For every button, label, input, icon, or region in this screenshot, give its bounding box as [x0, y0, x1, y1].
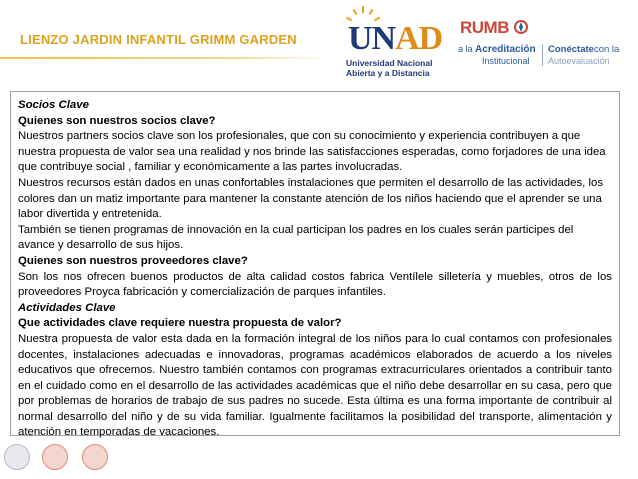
paragraph-actividades: Nuestra propuesta de valor esta dada en la formación integral de los niños para lo cual contamos con profesionales docentes, instalaciones adecuadas e innovadoras, programas académicos elaborados de acuerdo a los niveles educativos que ofrecemos. Nuestro también contamos con programas extracurriculares orientados a contribuir tanto en el cuidado como en el desarrollo de las actividades académicas que el niño debe desarrollar en su casa, pero que por problemas de horarios de trabajo de sus padres no sucede. Esta última es una forma importante de contribuir al normal desarrollo del niño y de su vida familiar. Igualmente facilitamos la posibilidad del transporte, alimentación y atención en temporadas de vacaciones. — [18, 332, 612, 439]
footer-logos — [2, 440, 122, 476]
certification-seal-icon — [4, 444, 30, 470]
iso-seal-icon-2 — [82, 444, 108, 470]
slide-title: LIENZO JARDIN INFANTIL GRIMM GARDEN — [20, 32, 297, 47]
unad-letters-ad: AD — [395, 20, 443, 57]
unad-wordmark — [348, 20, 442, 58]
unad-letters-un: UN — [348, 20, 396, 57]
autoevaluacion-line: Autoevaluación — [548, 56, 610, 66]
conectate-light: con la — [593, 44, 620, 55]
paragraph-recursos: Nuestros recursos están dados en unas confortables instalaciones que permiten el desarrollo de las actividades, los colores dan un matiz importante para mantener la constante atención de los niños haciendo que el aprender se una labor divertida y entretenida. — [18, 176, 604, 221]
slide-header — [0, 0, 638, 88]
section-heading-socios: Socios Clave — [18, 99, 89, 111]
section-heading-actividades: Actividades Clave — [18, 301, 116, 314]
paragraph-partners: Nuestros partners socios clave son los profesionales, que con su conocimiento y experiencia contribuyen a que nuestra propuesta de valor sea una realidad y nos brinde las satisfacciones esperadas, como forjadores de una idea que contribuye social , familiar y económicamente a las partes involucradas. — [18, 130, 606, 174]
iso-seal-icon — [42, 444, 68, 470]
rumbo-line2: Institucional — [482, 56, 530, 66]
rumbo-acreditacion: Acreditación — [475, 44, 536, 55]
rumbo-wordmark: RUMB — [460, 18, 509, 37]
paragraph-proveedores: Son los nos ofrecen buenos productos de alta calidad costos fabrica Ventílele silletería y muebles, otros de los proveedores Proyca fabricación y comercialización de parques infantiles. — [18, 270, 612, 299]
question-actividades: Que actividades clave requiere nuestra propuesta de valor? — [18, 317, 342, 330]
title-underline — [0, 57, 330, 59]
compass-icon — [514, 20, 528, 34]
question-proveedores: Quienes son nuestros proveedores clave? — [18, 254, 248, 267]
unad-line1: Universidad Nacional — [346, 58, 433, 68]
question-socios: Quienes son nuestros socios clave? — [18, 114, 216, 127]
unad-line2: Abierta y a Distancia — [346, 68, 430, 78]
content-frame — [10, 91, 620, 439]
logo-divider — [542, 44, 543, 66]
conectate-bold: Conéctate — [548, 44, 594, 55]
content-text — [18, 98, 612, 441]
paragraph-innovacion: También se tienen programas de innovación en la cual participan los padres en los cuales serán participes del avance y desarrollo de sus hijos. — [18, 223, 574, 252]
conectate-line — [548, 44, 619, 55]
rumbo-line1 — [458, 44, 536, 55]
unad-logo — [338, 6, 448, 80]
rumbo-logo — [452, 14, 632, 70]
rumbo-prefix: a la — [458, 44, 473, 54]
